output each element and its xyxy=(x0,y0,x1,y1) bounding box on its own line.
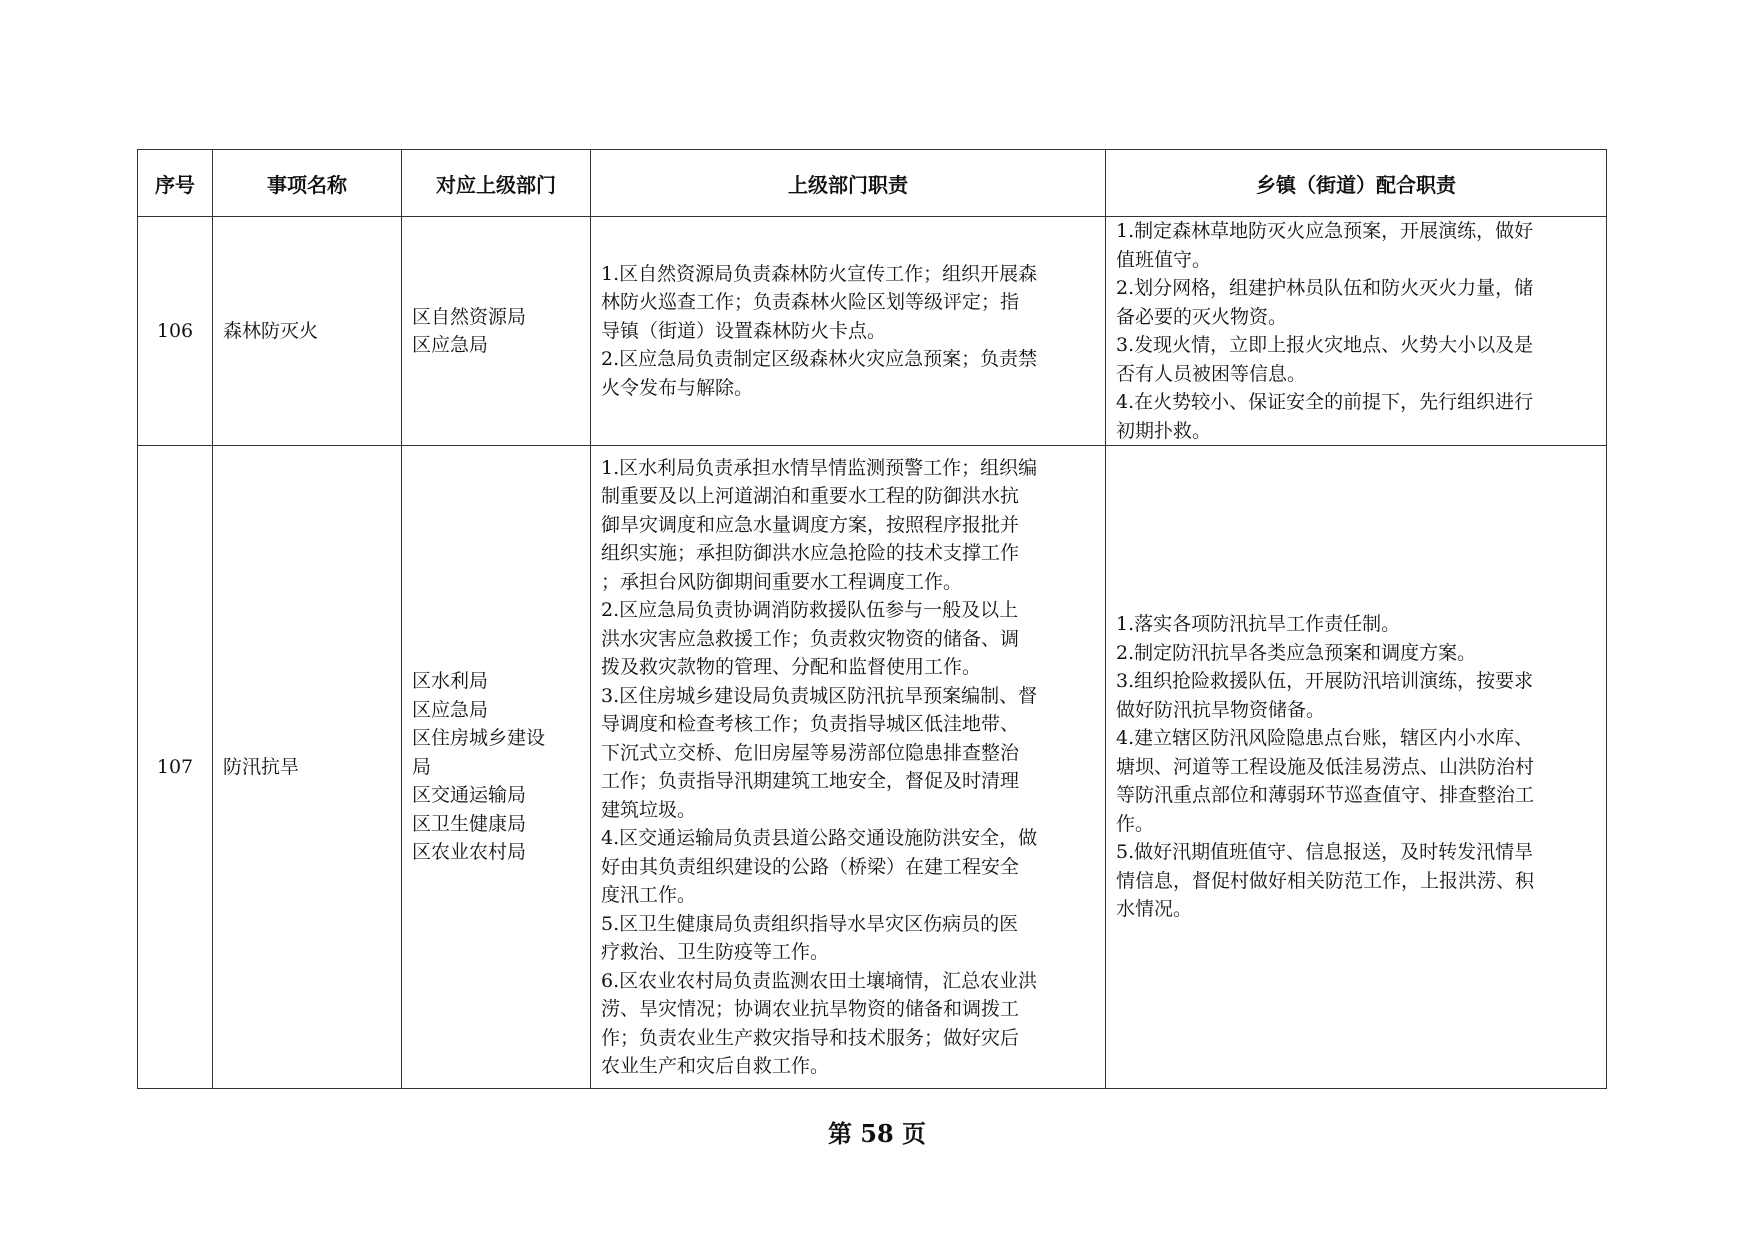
upper-duty-line: 2.区应急局负责协调消防救援队伍参与一般及以上 xyxy=(601,599,1019,621)
upper-duty-line: 制重要及以上河道湖泊和重要水工程的防御洪水抗 xyxy=(601,485,1020,507)
header-town-duties: 乡镇（街道）配合职责 xyxy=(1106,150,1607,217)
town-duty-line: 2.制定防汛抗旱各类应急预案和调度方案。 xyxy=(1116,641,1477,664)
upper-duty-line: 6.区农业农村局负责监测农田土壤墒情，汇总农业洪 xyxy=(601,969,1038,992)
upper-duty-line: 林防火巡查工作；负责森林火险区划等级评定；指 xyxy=(601,291,1020,314)
upper-duty-line: 疗救治、卫生防疫等工作。 xyxy=(601,941,830,963)
upper-duty-line: 度汛工作。 xyxy=(601,884,697,906)
department-line: 区应急局 xyxy=(412,698,489,721)
page-number: 第 58 页 xyxy=(827,1119,927,1148)
upper-duty-line: 3.区住房城乡建设局负责城区防汛抗旱预案编制、督 xyxy=(601,684,1038,707)
row-serial-number: 106 xyxy=(138,217,213,446)
responsibility-table xyxy=(137,149,1607,1089)
town-duty-line: 做好防汛抗旱物资储备。 xyxy=(1116,698,1326,721)
department-line: 区自然资源局 xyxy=(412,305,527,328)
town-duty-line: 3.发现火情，立即上报火灾地点、火势大小以及是 xyxy=(1116,334,1534,356)
upper-duty-line: 御旱灾调度和应急水量调度方案，按照程序报批并 xyxy=(601,513,1020,536)
upper-duty-line: 1.区水利局负责承担水情旱情监测预警工作；组织编 xyxy=(601,456,1038,479)
upper-duty-line: 5.区卫生健康局负责组织指导水旱灾区伤病员的医 xyxy=(601,912,1019,935)
town-duty-line: 初期扑救。 xyxy=(1116,419,1212,442)
upper-duty-line: 拨及救灾款物的管理、分配和监督使用工作。 xyxy=(601,656,982,678)
town-duty-line: 1.制定森林草地防灭火应急预案，开展演练，做好 xyxy=(1116,220,1534,242)
row-town-duties xyxy=(1106,217,1607,446)
upper-duty-line: 导镇（街道）设置森林防火卡点。 xyxy=(601,319,887,342)
town-duty-line: 4.建立辖区防汛风险隐患点台账，辖区内小水库、 xyxy=(1116,727,1534,750)
town-duty-line: 2.划分网格，组建护林员队伍和防火灭火力量，储 xyxy=(1116,277,1534,299)
town-duty-line: 作。 xyxy=(1116,812,1155,835)
department-line: 局 xyxy=(412,755,432,778)
row-item-name: 防汛抗旱 xyxy=(213,446,402,1089)
department-line: 区卫生健康局 xyxy=(412,812,527,835)
town-duty-line: 3.组织抢险救援队伍，开展防汛培训演练，按要求 xyxy=(1116,670,1534,693)
table-header-row xyxy=(138,150,1607,217)
town-duty-line: 水情况。 xyxy=(1116,898,1193,921)
upper-duty-line: 农业生产和灾后自救工作。 xyxy=(601,1055,830,1077)
town-duty-line: 1.落实各项防汛抗旱工作责任制。 xyxy=(1116,613,1401,636)
row-upper-departments xyxy=(402,446,591,1089)
upper-duty-line: 导调度和检查考核工作；负责指导城区低洼地带、 xyxy=(601,713,1020,735)
upper-duty-line: 火令发布与解除。 xyxy=(601,376,754,399)
upper-duty-line: 工作；负责指导汛期建筑工地安全，督促及时清理 xyxy=(601,770,1020,792)
department-line: 区农业农村局 xyxy=(412,841,527,864)
upper-duty-line: 洪水灾害应急救援工作；负责救灾物资的储备、调 xyxy=(601,627,1020,650)
table-row xyxy=(138,217,1607,446)
header-serial-number: 序号 xyxy=(138,150,213,217)
town-duty-line: 值班值守。 xyxy=(1116,248,1212,271)
table-row xyxy=(138,446,1607,1089)
upper-duty-line: 建筑垃圾。 xyxy=(601,798,697,821)
upper-duty-line: 好由其负责组织建设的公路（桥梁）在建工程安全 xyxy=(601,855,1020,878)
town-duty-line: 否有人员被困等信息。 xyxy=(1116,362,1307,385)
town-duty-line: 情信息，督促村做好相关防范工作，上报洪涝、积 xyxy=(1116,869,1535,892)
header-item-name: 事项名称 xyxy=(213,150,402,217)
row-upper-duties xyxy=(591,446,1106,1089)
town-duty-line: 5.做好汛期值班值守、信息报送，及时转发汛情旱 xyxy=(1116,841,1534,864)
upper-duty-line: 1.区自然资源局负责森林防火宣传工作；组织开展森 xyxy=(601,262,1038,285)
department-line: 区应急局 xyxy=(412,334,489,356)
upper-duty-line: 下沉式立交桥、危旧房屋等易涝部位隐患排查整治 xyxy=(601,741,1020,764)
upper-duty-line: ；承担台风防御期间重要水工程调度工作。 xyxy=(601,570,963,593)
row-town-duties xyxy=(1106,446,1607,1089)
town-duty-line: 4.在火势较小、保证安全的前提下，先行组织进行 xyxy=(1116,391,1534,413)
row-item-name: 森林防灭火 xyxy=(213,217,402,446)
upper-duty-line: 作；负责农业生产救灾指导和技术服务；做好灾后 xyxy=(601,1026,1020,1049)
town-duty-line: 备必要的灭火物资。 xyxy=(1116,305,1288,328)
town-duty-line: 塘坝、河道等工程设施及低洼易涝点、山洪防治村 xyxy=(1116,755,1535,778)
upper-duty-line: 2.区应急局负责制定区级森林火灾应急预案；负责禁 xyxy=(601,348,1038,371)
header-upper-department: 对应上级部门 xyxy=(402,150,591,217)
header-upper-duties: 上级部门职责 xyxy=(591,150,1106,217)
upper-duty-line: 涝、旱灾情况；协调农业抗旱物资的储备和调拨工 xyxy=(601,998,1020,1020)
row-upper-duties xyxy=(591,217,1106,446)
upper-duty-line: 组织实施；承担防御洪水应急抢险的技术支撑工作 xyxy=(601,542,1020,564)
department-line: 区水利局 xyxy=(412,670,489,693)
department-line: 区住房城乡建设 xyxy=(412,727,546,750)
department-line: 区交通运输局 xyxy=(412,784,527,807)
town-duty-line: 等防汛重点部位和薄弱环节巡查值守、排查整治工 xyxy=(1116,784,1535,807)
upper-duty-line: 4.区交通运输局负责县道公路交通设施防洪安全，做 xyxy=(601,827,1038,849)
row-serial-number: 107 xyxy=(138,446,213,1089)
row-upper-departments xyxy=(402,217,591,446)
